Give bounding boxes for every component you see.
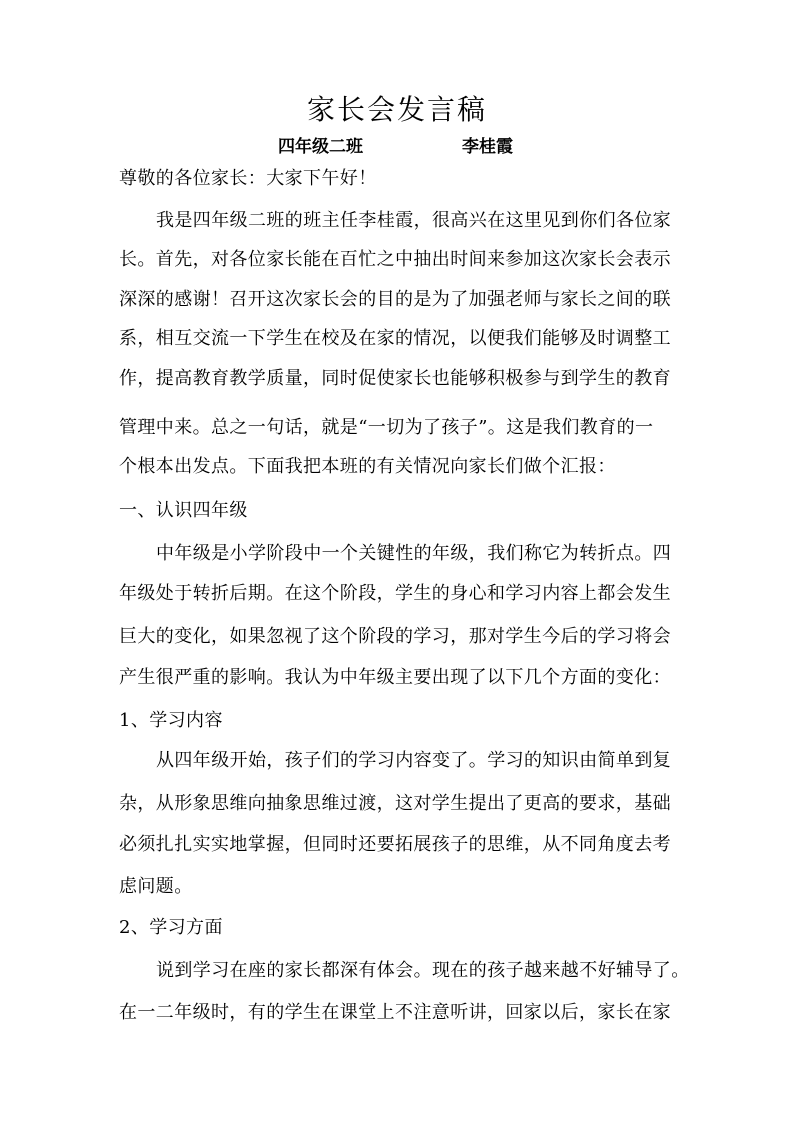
class-name: 四年级二班: [278, 137, 363, 157]
text-line: 必须扎扎实实地掌握，但同时还要拓展孩子的思维，从不同角度去考: [119, 834, 671, 855]
section-heading: 一、认识四年级: [119, 500, 248, 521]
text-line: 我是四年级二班的班主任李桂霞，很高兴在这里见到你们各位家: [156, 210, 672, 231]
subsection-heading: 2、学习方面: [119, 917, 223, 938]
greeting-line: 尊敬的各位家长：大家下午好！: [119, 168, 377, 189]
text-line: 深深的感谢！召开这次家长会的目的是为了加强老师与家长之间的联: [119, 289, 671, 310]
document-title: 家长会发言稿: [306, 93, 487, 126]
author-name: 李桂霞: [462, 137, 513, 157]
text-line: 个根本出发点。下面我把本班的有关情况向家长们做个汇报：: [119, 456, 616, 477]
text-line: 系，相互交流一下学生在校及在家的情况，以便我们能够及时调整工: [119, 328, 671, 349]
text-line: 长。首先，对各位家长能在百忙之中抽出时间来参加这次家长会表示: [119, 249, 671, 270]
text-line: 管理中来。总之一句话，就是“一切为了孩子”。这是我们教育的一: [119, 417, 654, 438]
text-line: 巨大的变化，如果忽视了这个阶段的学习，那对学生今后的学习将会: [119, 626, 671, 647]
text-line: 虑问题。: [119, 876, 193, 897]
subsection-heading: 1、学习内容: [119, 710, 223, 731]
text-line: 说到学习在座的家长都深有体会。现在的孩子越来越不好辅导了。: [156, 960, 690, 981]
text-line: 在一二年级时，有的学生在课堂上不注意听讲，回家以后，家长在家: [119, 1002, 671, 1023]
text-line: 作，提高教育教学质量，同时促使家长也能够积极参与到学生的教育: [119, 368, 671, 389]
text-line: 从四年级开始，孩子们的学习内容变了。学习的知识由简单到复: [156, 750, 672, 771]
text-line: 中年级是小学阶段中一个关键性的年级，我们称它为转折点。四: [156, 543, 672, 564]
text-line: 年级处于转折后期。在这个阶段，学生的身心和学习内容上都会发生: [119, 583, 671, 604]
text-line: 产生很严重的影响。我认为中年级主要出现了以下几个方面的变化：: [119, 667, 671, 688]
text-line: 杂，从形象思维向抽象思维过渡，这对学生提出了更高的要求，基础: [119, 793, 671, 814]
